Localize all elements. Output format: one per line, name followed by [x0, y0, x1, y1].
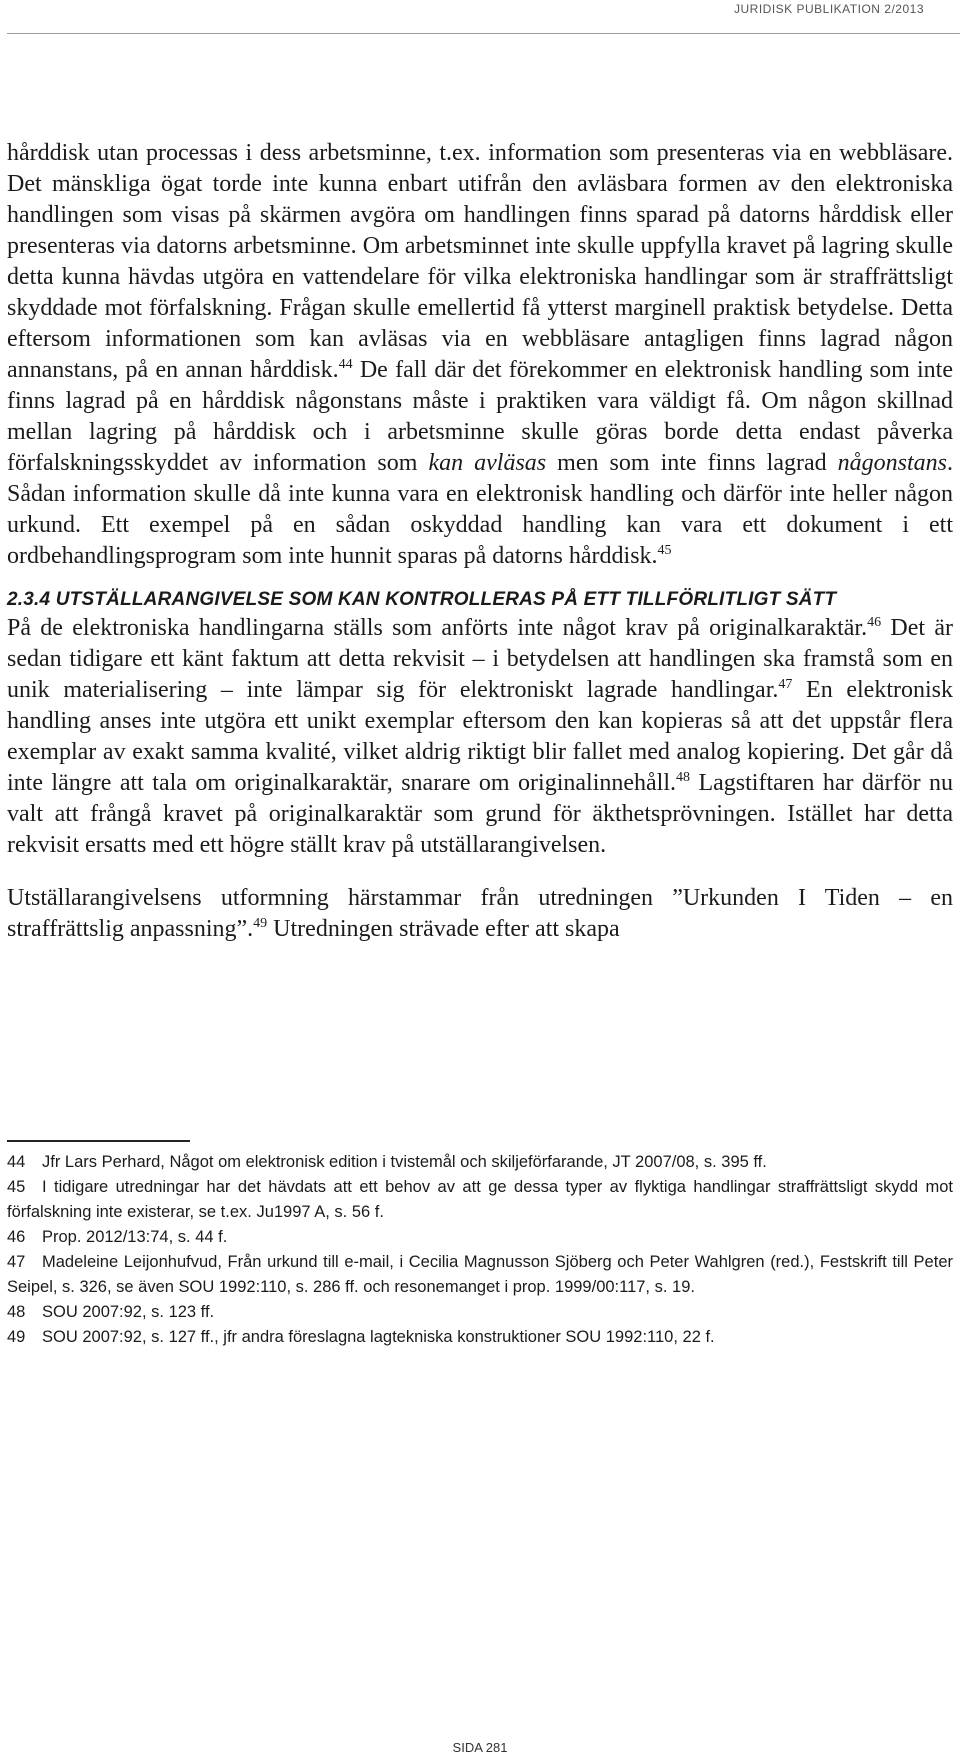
footnote-number: 44 — [7, 1153, 26, 1171]
paragraph-1-text-c: men som inte finns lagrad — [546, 450, 838, 476]
paragraph-2-text-b: Det är sedan tidigare ett känt faktum att detta rekvisit – i betydelsen att handlingen ska framstå som en unik materialisering – inte lämpar sig för elektroniskt lagrade handlingar. — [7, 615, 953, 703]
footnote-number: 47 — [7, 1253, 26, 1271]
footnote-ref-44[interactable]: 44 — [338, 357, 353, 372]
footnote-ref-45[interactable]: 45 — [657, 543, 672, 558]
footnote-ref-48[interactable]: 48 — [676, 770, 691, 785]
footnote-text: Jfr Lars Perhard, Något om elektronisk edition i tvistemål och skiljeförfarande, JT 2007/08, s. 395 ff. — [42, 1153, 767, 1171]
footnotes — [7, 1150, 953, 1350]
footnote-text: Madeleine Leijonhufvud, Från urkund till e-mail, i Cecilia Magnusson Sjöberg och Peter Wahlgren (red.), Festskrift till Peter Seipel, s. 326, se även SOU 1992:110, s. 286 ff. och resonemanget i prop. 1999/00:117, s. 19. — [7, 1253, 953, 1296]
footnote-text: Prop. 2012/13:74, s. 44 f. — [42, 1228, 228, 1246]
footnote-46 — [7, 1225, 953, 1250]
paragraph-2-text-c: En elektronisk handling anses inte utgöra ett unikt exemplar eftersom den kan kopieras så att det uppstår flera exemplar av exakt samma kvalité, vilket aldrig riktigt blir fallet med analog kopiering. Det går då inte längre att tala om originalkaraktär, snarare om originalinnehåll. — [7, 677, 953, 796]
footnote-ref-49[interactable]: 49 — [253, 916, 268, 931]
footnote-49 — [7, 1325, 953, 1350]
header-rule — [7, 33, 960, 34]
footnote-number: 48 — [7, 1303, 26, 1321]
paragraph-2-text-a: På de elektroniska handlingarna ställs som anförts inte något krav på originalkaraktär. — [7, 615, 868, 641]
footnote-number: 49 — [7, 1328, 26, 1346]
emphasis-kan-avlasas: kan avläsas — [428, 450, 547, 476]
emphasis-nagonstans: någonstans — [837, 450, 948, 476]
footnote-text: I tidigare utredningar har det hävdats att ett behov av att ge dessa typer av flyktiga handlingar straffrättsligt skydd mot förfalskning inte existerar, se t.ex. Ju1997 A, s. 56 f. — [7, 1178, 953, 1221]
running-header: JURIDISK PUBLIKATION 2/2013 — [733, 2, 924, 16]
paragraph-1-text-b: De fall där det förekommer en elektronisk handling som inte finns lagrad på en hårddisk någonstans måste i praktiken vara väldigt få. Om någon skillnad mellan lagring på hårddisk och i arbetsminne skulle göras borde detta endast påverka förfalskningsskyddet av information som — [7, 357, 953, 476]
paragraph-3-text-b: Utredningen strävade efter att skapa — [267, 916, 620, 942]
footnote-ref-47[interactable]: 47 — [778, 677, 793, 692]
footnote-47 — [7, 1250, 953, 1300]
footnote-number: 45 — [7, 1178, 26, 1196]
footnote-separator — [7, 1140, 190, 1142]
footnote-44 — [7, 1150, 953, 1175]
footnote-text: SOU 2007:92, s. 127 ff., jfr andra föreslagna lagtekniska konstruktioner SOU 1992:110, 22 f. — [42, 1328, 715, 1346]
paragraph-1 — [7, 138, 953, 572]
paragraph-1-text-a: hårddisk utan processas i dess arbetsminne, t.ex. information som presenteras via en webbläsare. Det mänskliga ögat torde inte kunna enbart utifrån den avläsbara formen av den elektroniska handlingen som visas på skärmen avgöra om handlingen finns sparad på datorns hårddisk eller presenteras via datorns arbetsminne. Om arbetsminnet inte skulle uppfylla kravet på lagring skulle detta kunna hävdas utgöra en vattendelare för vilka elektroniska handlingar som är straffrättsligt skyddade mot förfalskning. Frågan skulle emellertid få ytterst marginell praktisk betydelse. Detta eftersom informationen som kan avläsas via en webbläsare antagligen finns lagrad någon annanstans, på en annan hårddisk. — [7, 140, 953, 383]
section-heading: 2.3.4 UTSTÄLLARANGIVELSE SOM KAN KONTROLLERAS PÅ ETT TILLFÖRLITLIGT SÄTT — [7, 589, 837, 610]
paragraph-1-text-d: . Sådan information skulle då inte kunna vara en elektronisk handling och därför inte heller någon urkund. Ett exempel på en sådan oskyddad handling kan vara ett dokument i ett ordbehandlingsprogram som inte hunnit sparas på datorns hårddisk. — [7, 450, 954, 569]
paragraph-2-text-d: Lagstiftaren har därför nu valt att frångå kravet på originalkaraktär som grund för äkthetsprövningen. Istället har detta rekvisit ersatts med ett högre ställt krav på utställarangivelsen. — [7, 770, 954, 858]
body-text — [7, 138, 953, 945]
footnote-45 — [7, 1175, 953, 1225]
footnote-text: SOU 2007:92, s. 123 ff. — [42, 1303, 215, 1321]
paragraph-3 — [7, 883, 953, 945]
footnote-ref-46[interactable]: 46 — [867, 615, 882, 630]
paragraph-3-text-a: Utställarangivelsens utformning härstammar från utredningen ”Urkunden I Tiden – en straffrättslig anpassning”. — [7, 885, 953, 942]
page-number: SIDA 281 — [452, 1740, 508, 1755]
paragraph-2 — [7, 613, 953, 861]
footnote-48 — [7, 1300, 953, 1325]
footnote-number: 46 — [7, 1228, 26, 1246]
